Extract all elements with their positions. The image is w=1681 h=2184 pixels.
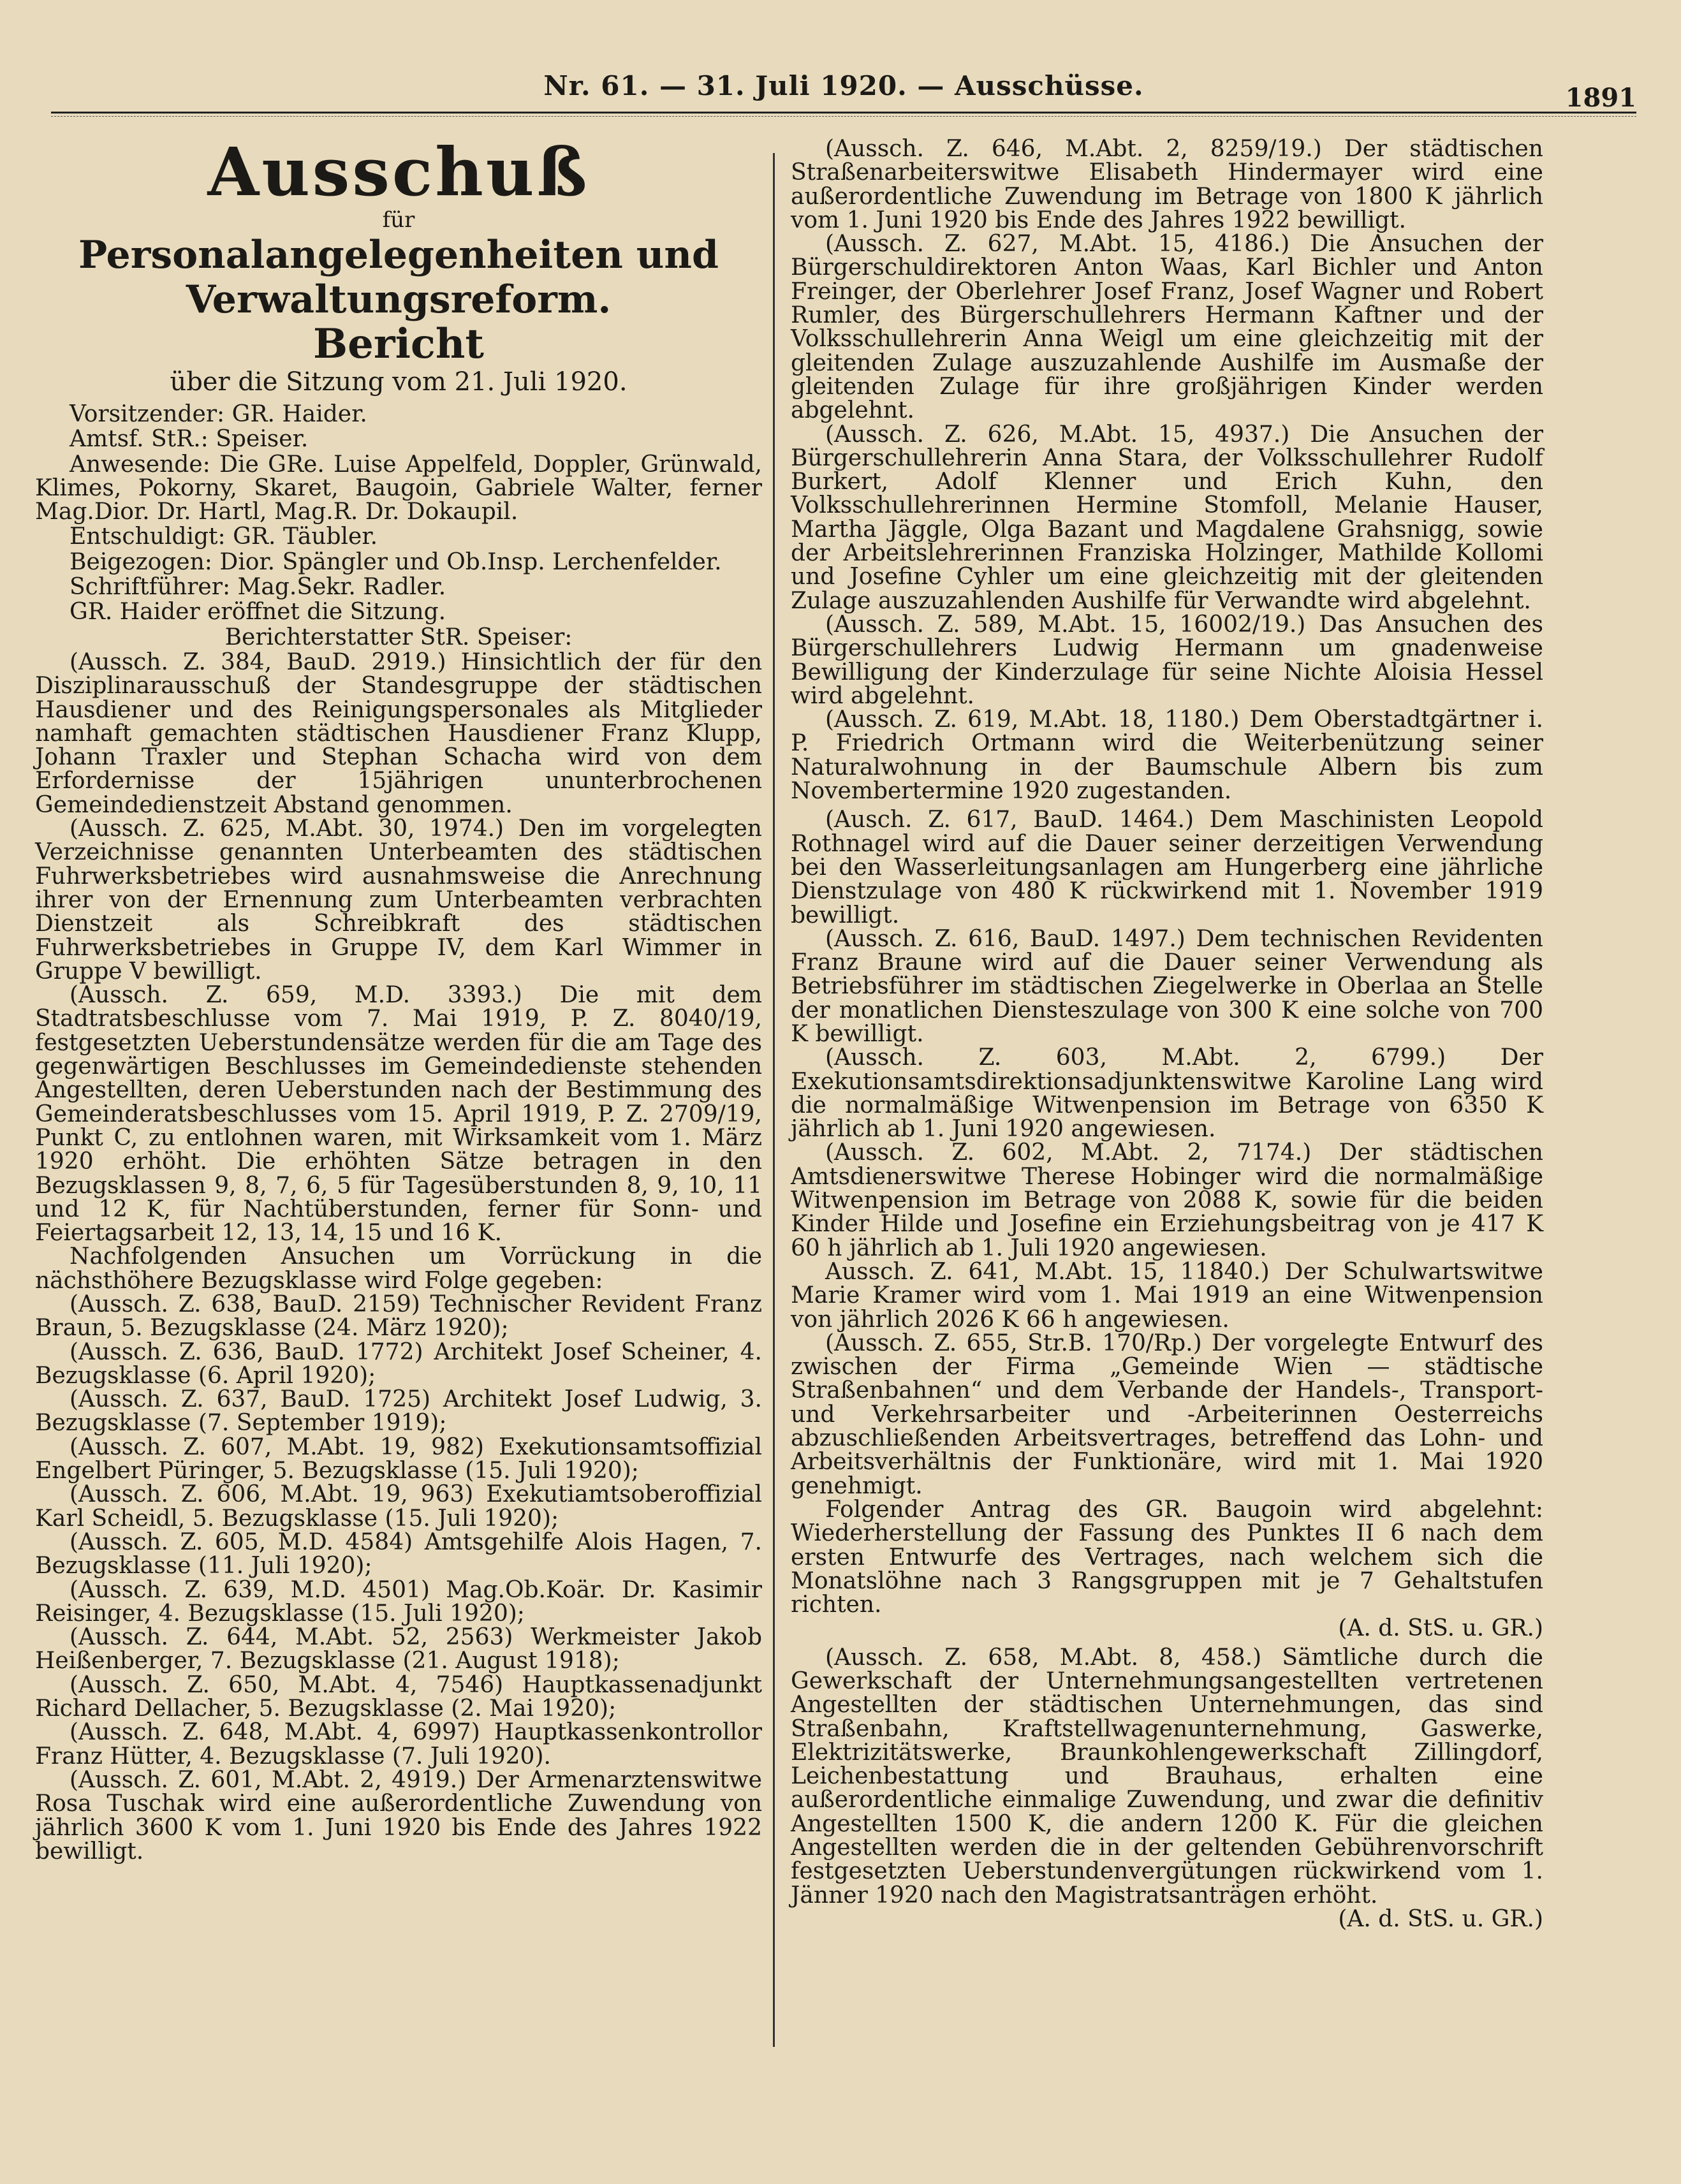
heading-subject: Personalangelegenheiten und Verwaltungsreform.: [78, 233, 719, 322]
paragraph: (Aussch. Z. 603, M.Abt. 2, 6799.) Der Exekutionsamtsdirektionsadjunktenswitwe Karoline Lang wird die normalmäßige Witwenpension im Betrage von 6350 K jährlich ab 1. Juni 1920 angewiesen.: [791, 1044, 1543, 1143]
paragraph: (Aussch. Z. 637, BauD. 1725) Architekt Josef Ludwig, 3. Bezugsklasse (7. September 1919);: [35, 1386, 762, 1437]
meta-entschuldigt: Entschuldigt: GR. Täubler.: [70, 524, 378, 550]
paragraph: (Aussch. Z. 602, M.Abt. 2, 7174.) Der städtischen Amtsdienerswitwe Therese Hobinger wird die normalmäßige Witwenpension im Betrage von 2088 K, sowie für die beiden Kinder Hilde und Josefine ein Erziehungsbeitrag von je 417 K 60 h jährlich ab 1. Juli 1920 angewiesen.: [791, 1140, 1543, 1261]
heading-title: Ausschuß: [207, 133, 590, 211]
paragraph: (Ausch. Z. 617, BauD. 1464.) Dem Maschinisten Leopold Rothnagel wird auf die Dauer seiner derzeitigen Verwendung bei den Wasserleitungsanlagen am Hungerberg eine jährliche Dienstzulage von 480 K rückwirkend mit 1. November 1919 bewilligt.: [791, 807, 1543, 928]
paragraph: (Aussch. Z. 638, BauD. 2159) Technischer Revident Franz Braun, 5. Bezugsklasse (24. März 1920);: [35, 1291, 762, 1342]
paragraph: (Aussch. Z. 648, M.Abt. 4, 6997) Hauptkassenkontrollor Franz Hütter, 4. Bezugsklasse (7. Juli 1920).: [35, 1719, 762, 1770]
meta-anwesende: Anwesende: Die GRe. Luise Appelfeld, Doppler, Grünwald, Klimes, Pokorny, Skaret, Baugoin, Gabriele Walter, ferner Mag.Dior. Dr. Hartl, Mag.R. Dr. Dokaupil.: [35, 451, 762, 525]
heading-date-line: über die Sitzung vom 21. Juli 1920.: [170, 367, 628, 397]
paragraph: (Aussch. Z. 658, M.Abt. 8, 458.) Sämtliche durch die Gewerkschaft der Unternehmungsangestellten vertretenen Angestellten der städtischen Unternehmungen, das sind Straßenbahn, Kraftstellwagenunternehmung, Gaswerke, Elektrizitätswerke, Braunkohlengewerkschaft Zillingdorf, Leichenbestattung und Brauhaus, erhalten eine außerordentliche einmalige Zuwendung, und zwar die definitiv Angestellten 1500 K, die andern 1200 K. Für die gleichen Angestellten werden die in der geltenden Gebührenvorschrift festgesetzten Ueberstundenvergütungen rückwirkend vom 1. Jänner 1920 nach den Magistratsanträgen erhöht.: [791, 1644, 1543, 1909]
paragraph: (Aussch. Z. 636, BauD. 1772) Architekt Josef Scheiner, 4. Bezugsklasse (6. April 1920);: [35, 1338, 762, 1389]
right-column: [791, 137, 1543, 1931]
header-rule: [51, 112, 1636, 114]
meta-schriftfuehrer: Schriftführer: Mag.Sekr. Radler.: [70, 574, 446, 601]
signature-note: (A. d. StS. u. GR.): [1338, 1615, 1543, 1642]
paragraph: (Aussch. Z. 639, M.D. 4501) Mag.Ob.Koär. Dr. Kasimir Reisinger, 4. Bezugsklasse (15. Juli 1920);: [35, 1576, 762, 1627]
paragraph: (Aussch. Z. 655, Str.B. 170/Rp.) Der vorgelegte Entwurf des zwischen der Firma „Gemeinde Wien — städtische Straßenbahnen“ und dem Verbande der Handels-, Transport- und Verkehrsarbeiter und -Arbeiterinnen Oesterreichs abzuschließenden Arbeitsvertrages, betreffend das Lohn- und Arbeitsverhältnis der Funktionäre, wird mit 1. Mai 1920 genehmigt.: [791, 1330, 1543, 1499]
meta-amtsf: Amtsf. StR.: Speiser.: [70, 426, 309, 453]
paragraph: (Aussch. Z. 589, M.Abt. 15, 16002/19.) Das Ansuchen des Bürgerschullehrers Ludwig Hermann um gnadenweise Bewilligung der Kinderzulage für seine Nichte Aloisia Hessel wird abgelehnt.: [791, 611, 1543, 709]
meta-eroeffnung: GR. Haider eröffnet die Sitzung.: [70, 599, 446, 626]
page-number: 1891: [1565, 83, 1636, 113]
paragraph: (Aussch. Z. 644, M.Abt. 52, 2563) Werkmeister Jakob Heißenberger, 7. Bezugsklasse (21. August 1918);: [35, 1624, 762, 1675]
meta-vorsitz: Vorsitzender: GR. Haider.: [70, 401, 367, 427]
paragraph: (Aussch. Z. 646, M.Abt. 2, 8259/19.) Der städtischen Straßenarbeiterswitwe Elisabeth Hindermayer wird eine außerordentliche Zuwendung im Betrage von 1800 K jährlich vom 1. Juni 1920 bis Ende des Jahres 1922 bewilligt.: [791, 136, 1543, 233]
meta-berichterstatter: Berichterstatter StR. Speiser:: [224, 624, 573, 650]
paragraph: (Aussch. Z. 659, M.D. 3393.) Die mit dem Stadtratsbeschlusse vom 7. Mai 1919, P. Z. 8040/19, festgesetzten Ueberstundensätze werden für die am Tage des gegenwärtigen Beschlusses im Gemeindedienste stehenden Angestellten, deren Ueberstunden nach der Bestimmung des Gemeinderatsbeschlusses vom 15. April 1919, P. Z. 2709/19, Punkt C, zu entlohnen waren, mit Wirksamkeit vom 1. März 1920 erhöht. Die erhöhten Sätze betragen in den Bezugsklassen 9, 8, 7, 6, 5 für Tagesüberstunden 8, 9, 10, 11 und 12 K, für Nachtüberstunden, ferner für Sonn- und Feiertagsarbeit 12, 13, 14, 15 und 16 K.: [35, 982, 762, 1247]
paragraph: (Aussch. Z. 601, M.Abt. 2, 4919.) Der Armenarztenswitwe Rosa Tuschak wird eine außerordentliche Zuwendung von jährlich 3600 K vom 1. Juni 1920 bis Ende des Jahres 1922 bewilligt.: [35, 1766, 762, 1865]
paragraph: (Aussch. Z. 627, M.Abt. 15, 4186.) Die Ansuchen der Bürgerschuldirektoren Anton Waas, Karl Bichler und Anton Freinger, der Oberlehrer Josef Franz, Josef Wagner und Robert Rumler, des Bürgerschullehrers Hermann Kaftner und der Volksschullehrerin Anna Weigl um eine gleichzeitig mit der gleitenden Zulage auszuzahlende Aushilfe im Ausmaße der gleitenden Zulage für ihre großjährigen Kinder werden abgelehnt.: [791, 231, 1543, 424]
paragraph: (Aussch. Z. 650, M.Abt. 4, 7546) Hauptkassenadjunkt Richard Dellacher, 5. Bezugsklasse (2. Mai 1920);: [35, 1671, 762, 1722]
paragraph: (Aussch. Z. 605, M.D. 4584) Amtsgehilfe Alois Hagen, 7. Bezugsklasse (11. Juli 1920);: [35, 1528, 762, 1579]
paragraph: (Aussch. Z. 625, M.Abt. 30, 1974.) Den im vorgelegten Verzeichnisse genannten Unterbeamten des städtischen Fuhrwerksbetriebes wird ausnahmsweise die Anrechnung ihrer von der Ernennung zum Unterbeamten verbrachten Dienstzeit als Schreibkraft des städtischen Fuhrwerksbetriebes in Gruppe IV, dem Karl Wimmer in Gruppe V bewilligt.: [35, 816, 762, 985]
signature-note: (A. d. StS. u. GR.): [1338, 1905, 1543, 1932]
column-divider: [773, 153, 775, 2047]
paragraph: Folgender Antrag des GR. Baugoin wird abgelehnt: Wiederherstellung der Fassung des Punktes II 6 nach dem ersten Entwurfe des Vertrages, nach welchem sich die Monatslöhne nach 3 Rangsgruppen mit je 7 Gehaltstufen richten.: [791, 1496, 1543, 1618]
heading-bericht: Bericht: [313, 320, 484, 368]
paragraph: Nachfolgenden Ansuchen um Vorrückung in die nächsthöhere Bezugsklasse wird Folge gegeben:: [35, 1243, 762, 1294]
left-column: [35, 133, 762, 1865]
paragraph: Aussch. Z. 641, M.Abt. 15, 11840.) Der Schulwartswitwe Marie Kramer wird vom 1. Mai 1919 an eine Witwenpension von jährlich 2026 K 66 h angewiesen.: [791, 1258, 1543, 1333]
meta-beigezogen: Beigezogen: Dior. Spängler und Ob.Insp. Lerchenfelder.: [70, 548, 722, 575]
heading-fur: für: [382, 207, 415, 233]
paragraph: (Aussch. Z. 616, BauD. 1497.) Dem technischen Revidenten Franz Braune wird auf die Dauer seiner Verwendung als Betriebsführer im städtischen Ziegelwerke in Oberlaa an Stelle der monatlichen Diensteszulage von 300 K eine solche von 700 K bewilligt.: [791, 925, 1543, 1047]
page-header: [51, 64, 1636, 115]
paragraph: (Aussch. Z. 626, M.Abt. 15, 4937.) Die Ansuchen der Bürgerschullehrerin Anna Stara, der Volksschullehrer Rudolf Burkert, Adolf Klenner und Erich Kuhn, den Volksschullehrerinnen Hermine Stomfoll, Melanie Hauser, Martha Jäggle, Olga Bazant und Magdalene Grahsnigg, sowie der Arbeitslehrerinnen Franziska Holzinger, Mathilde Kollomi und Josefine Cyhler um eine gleichzeitig mit der gleitenden Zulage auszuzahlenden Aushilfe für Verwandte wird abgelehnt.: [791, 421, 1543, 614]
paragraph: (Aussch. Z. 619, M.Abt. 18, 1180.) Dem Oberstadtgärtner i. P. Friedrich Ortmann wird die Weiterbenützung seiner Naturalwohnung in der Baumschule Albern bis zum Novembertermine 1920 zugestanden.: [791, 707, 1543, 805]
header-rule-dashed: [51, 116, 1636, 117]
session-meta: [35, 402, 762, 649]
paragraph: (Aussch. Z. 384, BauD. 2919.) Hinsichtlich der für den Disziplinarausschuß der Standesgruppe der städtischen Hausdiener und des Reinigungspersonales als Mitglieder namhaft gemachten städtischen Hausdiener Franz Klupp, Johann Traxler und Stephan Schacha wird von dem Erfordernisse der 15jährigen ununterbrochenen Gemeindedienstzeit Abstand genommen.: [35, 649, 762, 818]
paragraph: (Aussch. Z. 607, M.Abt. 19, 982) Exekutionsamtsoffizial Engelbert Püringer, 5. Bezugsklasse (15. Juli 1920);: [35, 1433, 762, 1484]
paragraph: (Aussch. Z. 606, M.Abt. 19, 963) Exekutiamtsoberoffizial Karl Scheidl, 5. Bezugsklasse (15. Juli 1920);: [35, 1481, 762, 1532]
header-title: Nr. 61. — 31. Juli 1920. — Ausschüsse.: [543, 70, 1144, 101]
